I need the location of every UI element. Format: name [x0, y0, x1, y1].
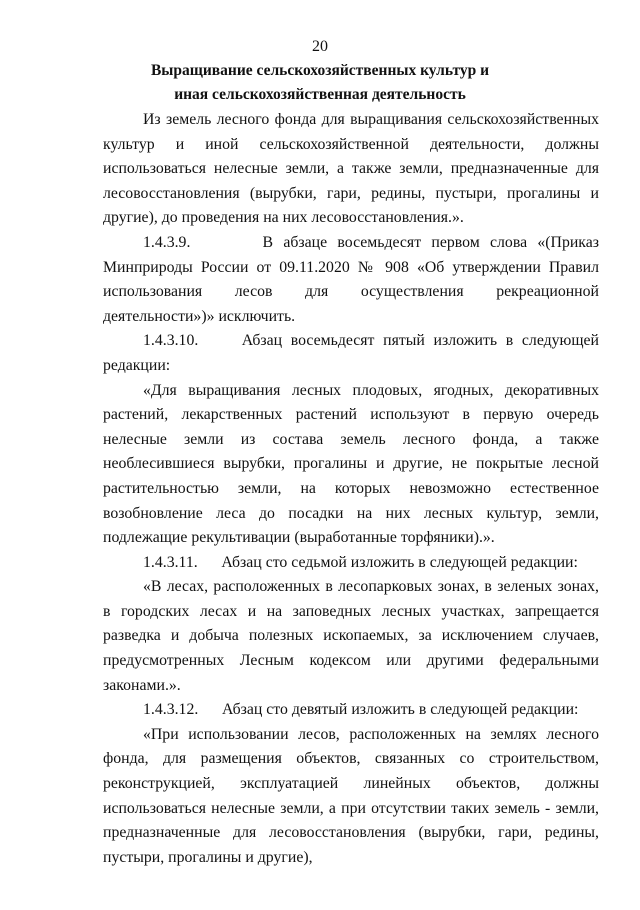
page-number: 20	[312, 38, 328, 55]
document-body	[103, 108, 599, 870]
paragraph: 1.4.3.11. Абзац сто седьмой изложить в следующей редакции:	[143, 553, 578, 571]
paragraph: 1.4.3.12. Абзац сто девятый изложить в следующей редакции:	[143, 701, 579, 719]
paragraph: 1.4.3.10. Абзац восемьдесят пятый изложить в следующей редакции:	[103, 332, 599, 374]
paragraph: «При использовании лесов, расположенных на землях лесного фонда, для размещения объектов, связанных со строительством, реконструкцией, эксплуатацией линейных объектов, должны использоваться нелесные земли, а при отсутствии таких земель - земли, предназначенные для лесовосстановления (вырубки, гари, редины, пустыри, прогалины и другие),	[103, 725, 599, 866]
section-heading-line-2: иная сельскохозяйственная деятельность	[174, 86, 466, 103]
paragraph: Из земель лесного фонда для выращивания сельскохозяйственных культур и иной сельскохозяйственной деятельности, должны использоваться нелесные земли, а также земли, предназначенные для лесовосстановления (вырубки, гари, редины, пустыри, прогалины и другие), до проведения на них лесовосстановления.».	[103, 111, 599, 227]
paragraph: 1.4.3.9. В абзаце восемьдесят первом слова «(Приказ Минприроды России от 09.11.2020 № 908 «Об утверждении Правил использования лесов для осуществления рекреационной деятельности»)» исключить.	[103, 233, 599, 325]
section-heading-line-1: Выращивание сельскохозяйственных культур и	[150, 62, 490, 79]
paragraph: «В лесах, расположенных в лесопарковых зонах, в зеленых зонах, в городских лесах и на заповедных лесных участках, запрещается разведка и добыча полезных ископаемых, за исключением случаев, предусмотренных Лесным кодексом или другими федеральными законами.».	[103, 578, 599, 694]
paragraph: «Для выращивания лесных плодовых, ягодных, декоративных растений, лекарственных растений используют в первую очередь нелесные земли из состава земель лесного фонда, а также необлесившиеся вырубки, прогалины и другие, не покрытые лесной растительностью земли, на которых невозможно естественное возобновление леса до посадки на них лесных культур, земли, подлежащие рекультивации (выработанные торфяники).».	[103, 381, 599, 547]
